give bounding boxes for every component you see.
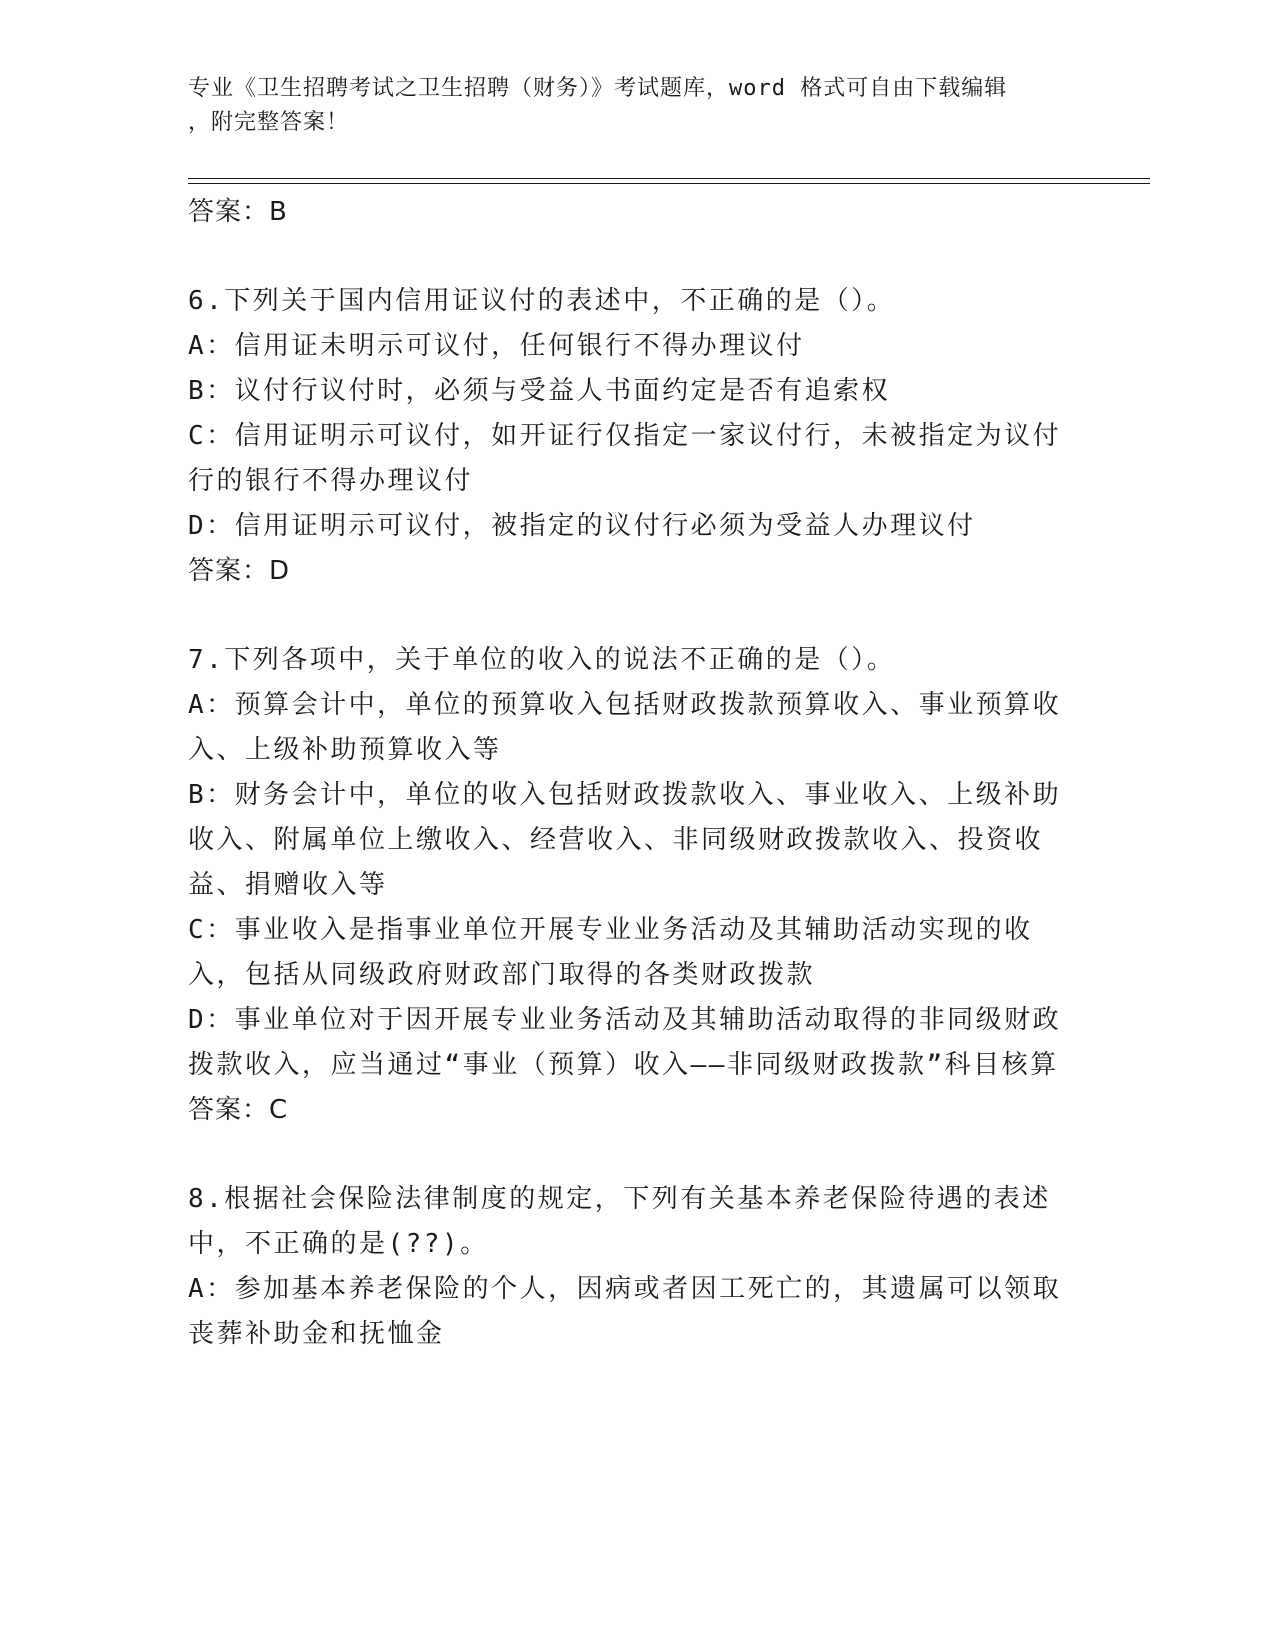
option-d: D：事业单位对于因开展专业业务活动及其辅助活动取得的非同级财政拨款收入，应当通过“事业（预算）收入——非同级财政拨款”科目核算 bbox=[188, 1005, 1062, 1080]
answer-value: D bbox=[269, 556, 291, 586]
question-item bbox=[188, 638, 1078, 1133]
question-item bbox=[188, 1177, 1078, 1357]
answer-line bbox=[188, 190, 1078, 235]
header-line-2: ，附完整答案！ bbox=[188, 110, 350, 135]
question-stem: 6.下列关于国内信用证议付的表述中，不正确的是（）。 bbox=[188, 286, 896, 316]
option-b: B：财务会计中，单位的收入包括财政拨款收入、事业收入、上级补助收入、附属单位上缴收入、经营收入、非同级财政拨款收入、投资收益、捐赠收入等 bbox=[188, 780, 1062, 900]
question-list bbox=[188, 190, 1078, 1357]
document-header bbox=[188, 72, 1068, 140]
answer-value: B bbox=[269, 197, 288, 227]
answer-label: 答案： bbox=[188, 197, 270, 227]
option-a: A：参加基本养老保险的个人，因病或者因工死亡的，其遗属可以领取丧葬补助金和抚恤金 bbox=[188, 1274, 1062, 1349]
option-b: B：议付行议付时，必须与受益人书面约定是否有追索权 bbox=[188, 376, 891, 406]
answer-value: C bbox=[269, 1095, 289, 1125]
option-c: C：信用证明示可议付，如开证行仅指定一家议付行，未被指定为议付行的银行不得办理议付 bbox=[188, 421, 1062, 496]
answer-line bbox=[188, 549, 1078, 594]
answer-label: 答案： bbox=[188, 1095, 270, 1125]
header-rule-bottom bbox=[188, 183, 1150, 184]
option-c: C：事业收入是指事业单位开展专业业务活动及其辅助活动实现的收入，包括从同级政府财政部门取得的各类财政拨款 bbox=[188, 915, 1033, 990]
option-a: A：预算会计中，单位的预算收入包括财政拨款预算收入、事业预算收入、上级补助预算收入等 bbox=[188, 690, 1062, 765]
answer-line bbox=[188, 1088, 1078, 1133]
option-a: A：信用证未明示可议付，任何银行不得办理议付 bbox=[188, 331, 805, 361]
question-item bbox=[188, 279, 1078, 594]
option-d: D：信用证明示可议付，被指定的议付行必须为受益人办理议付 bbox=[188, 511, 976, 541]
header-line-1: 专业《卫生招聘考试之卫生招聘（财务）》考试题库，word 格式可自由下载编辑 bbox=[188, 76, 1008, 101]
header-rule-top bbox=[188, 178, 1150, 179]
answer-label: 答案： bbox=[188, 556, 270, 586]
question-stem: 7.下列各项中，关于单位的收入的说法不正确的是（）。 bbox=[188, 645, 896, 675]
question-stem: 8.根据社会保险法律制度的规定，下列有关基本养老保险待遇的表述中，不正确的是(??)。 bbox=[188, 1184, 1051, 1259]
